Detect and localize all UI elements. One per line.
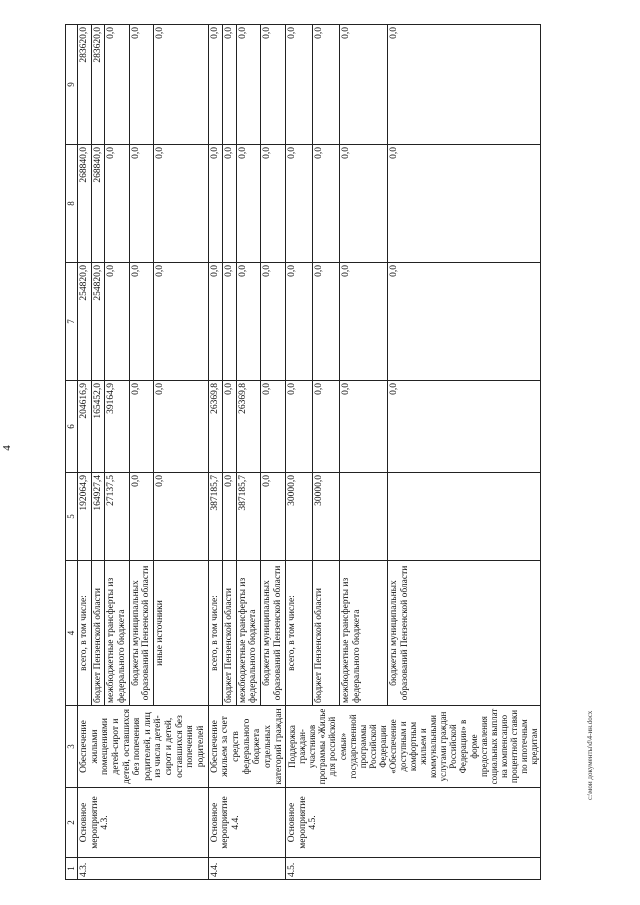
table-row: [208, 25, 222, 880]
value-cell: 0,0: [153, 381, 208, 473]
value-cell: 0,0: [261, 145, 286, 263]
row-title: Поддержка граждан-участников программы «Жилье для российской семьи» государственной программы Российской Федерации «Обеспечение доступным и комфортным жильем и коммунальными услугами граждан Российской Федерации» в форме предоставления социальных выплат на компенсацию процентной ставки по ипотечным кредитам: [286, 706, 541, 788]
value-cell: 0,0: [236, 263, 261, 381]
value-cell: 0,0: [105, 25, 129, 145]
value-cell: 0,0: [236, 25, 261, 145]
value-cell: 0,0: [261, 25, 286, 145]
page-number: 4: [1, 445, 13, 451]
source-name: всего, в том числе:: [208, 561, 222, 706]
value-cell: 268840,0: [78, 145, 92, 263]
value-cell: 0,0: [222, 145, 236, 263]
value-cell: 0,0: [222, 263, 236, 381]
value-cell: [388, 473, 541, 561]
col-header: 5: [66, 473, 78, 561]
budget-table: [65, 24, 541, 880]
source-name: бюджеты муниципальных образований Пензенской области: [388, 561, 541, 706]
value-cell: 165452,0: [91, 381, 105, 473]
value-cell: 0,0: [313, 25, 340, 145]
col-header: 7: [66, 263, 78, 381]
value-cell: 0,0: [388, 263, 541, 381]
value-cell: 0,0: [286, 381, 313, 473]
value-cell: 0,0: [222, 25, 236, 145]
value-cell: 0,0: [129, 263, 153, 381]
value-cell: 0,0: [261, 381, 286, 473]
value-cell: 26369,8: [208, 381, 222, 473]
value-cell: 0,0: [388, 145, 541, 263]
row-type: Основное мероприятие 4.3.: [78, 788, 209, 858]
value-cell: 26369,8: [236, 381, 261, 473]
value-cell: 0,0: [153, 145, 208, 263]
value-cell: 0,0: [261, 473, 286, 561]
value-cell: 0,0: [286, 145, 313, 263]
value-cell: 0,0: [105, 263, 129, 381]
value-cell: 0,0: [340, 263, 388, 381]
value-cell: 283620,0: [78, 25, 92, 145]
col-header: 6: [66, 381, 78, 473]
value-cell: 0,0: [129, 473, 153, 561]
value-cell: 0,0: [153, 473, 208, 561]
source-name: межбюджетные трансферты из федерального бюджета: [236, 561, 261, 706]
source-name: бюджет Пензенской области: [222, 561, 236, 706]
value-cell: 192064,9: [78, 473, 92, 561]
value-cell: 387185,7: [236, 473, 261, 561]
value-cell: 0,0: [388, 381, 541, 473]
value-cell: 0,0: [236, 145, 261, 263]
row-type: Основное мероприятие 4.4.: [208, 788, 285, 858]
row-title: Обеспечение жильем за счет средств федерального бюджета отдельных категорий граждан: [208, 706, 285, 788]
value-cell: 254820,0: [78, 263, 92, 381]
header-row: [66, 25, 78, 880]
value-cell: 30000,0: [313, 473, 340, 561]
value-cell: 39164,9: [105, 381, 129, 473]
source-name: всего, в том числе:: [286, 561, 313, 706]
source-name: бюджет Пензенской области: [313, 561, 340, 706]
value-cell: [340, 473, 388, 561]
col-header: 4: [66, 561, 78, 706]
value-cell: 0,0: [388, 25, 541, 145]
value-cell: 0,0: [153, 263, 208, 381]
value-cell: 0,0: [222, 473, 236, 561]
table-row: [78, 25, 92, 880]
row-number: 4.5.: [286, 858, 541, 880]
value-cell: 204616,9: [78, 381, 92, 473]
source-name: межбюджетные трансферты из федерального бюджета: [340, 561, 388, 706]
value-cell: 0,0: [286, 25, 313, 145]
value-cell: 0,0: [313, 263, 340, 381]
col-header: 3: [66, 706, 78, 788]
source-name: бюджет Пензенской области: [91, 561, 105, 706]
value-cell: 0,0: [340, 381, 388, 473]
value-cell: 0,0: [208, 263, 222, 381]
value-cell: 0,0: [129, 381, 153, 473]
col-header: 1: [66, 858, 78, 880]
value-cell: 164927,4: [91, 473, 105, 561]
value-cell: 0,0: [340, 25, 388, 145]
value-cell: 0,0: [208, 25, 222, 145]
value-cell: 30000,0: [286, 473, 313, 561]
value-cell: 0,0: [129, 25, 153, 145]
value-cell: 0,0: [129, 145, 153, 263]
value-cell: 283620,0: [91, 25, 105, 145]
source-name: всего, в том числе:: [78, 561, 92, 706]
source-name: межбюджетные трансферты из федерального бюджета: [105, 561, 129, 706]
col-header: 8: [66, 145, 78, 263]
value-cell: 268840,0: [91, 145, 105, 263]
source-name: иные источники: [153, 561, 208, 706]
value-cell: 0,0: [286, 263, 313, 381]
row-number: 4.3.: [78, 858, 209, 880]
col-header: 2: [66, 788, 78, 858]
value-cell: 0,0: [313, 381, 340, 473]
value-cell: 0,0: [208, 145, 222, 263]
value-cell: 27137,5: [105, 473, 129, 561]
footer-file-path: c:\мои документы\d\4-ин.docx: [586, 710, 594, 800]
value-cell: 0,0: [222, 381, 236, 473]
value-cell: 0,0: [261, 263, 286, 381]
source-name: бюджеты муниципальных образований Пензенской области: [129, 561, 153, 706]
row-type: Основное мероприятие 4.5.: [286, 788, 541, 858]
value-cell: 0,0: [153, 25, 208, 145]
value-cell: 254820,0: [91, 263, 105, 381]
value-cell: 387185,7: [208, 473, 222, 561]
value-cell: 0,0: [313, 145, 340, 263]
row-title: Обеспечение жилыми помещениями детей-сирот и детей, оставшихся без попечения родителей, и лиц из числа детей-сирот и детей, оставшихся без попечения родителей: [78, 706, 209, 788]
table-row: [286, 25, 313, 880]
value-cell: 0,0: [105, 145, 129, 263]
value-cell: 0,0: [340, 145, 388, 263]
col-header: 9: [66, 25, 78, 145]
budget-table-rotated: [65, 25, 610, 880]
row-number: 4.4.: [208, 858, 285, 880]
source-name: бюджеты муниципальных образований Пензенской области: [261, 561, 286, 706]
